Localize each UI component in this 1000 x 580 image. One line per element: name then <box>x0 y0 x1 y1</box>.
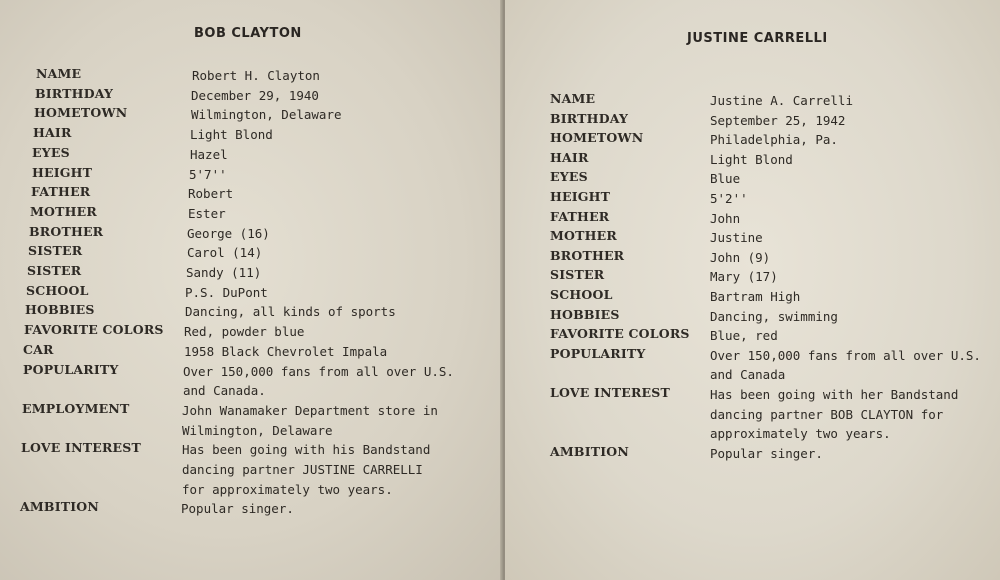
fact-value: Justine A. Carrelli <box>710 93 853 108</box>
fact-label: SCHOOL <box>26 282 89 298</box>
fact-label: NAME <box>550 91 596 106</box>
fact-label: CAR <box>23 341 54 357</box>
fact-value: December 29, 1940 <box>191 87 319 103</box>
fact-label: MOTHER <box>30 203 97 219</box>
fact-label: SISTER <box>550 267 605 283</box>
fact-value: Has been going with her Bandstand <box>710 387 959 402</box>
fact-value: 5'2'' <box>710 191 748 206</box>
fact-label: BROTHER <box>550 247 625 263</box>
fact-value: Philadelphia, Pa. <box>710 132 838 148</box>
fact-value: Blue, red <box>710 328 778 344</box>
fact-value: 1958 Black Chevrolet Impala <box>184 343 388 359</box>
fact-value: George (16) <box>187 225 270 241</box>
fact-label: POPULARITY <box>23 361 119 377</box>
fact-value: and Canada <box>710 367 786 383</box>
fact-label: LOVE INTEREST <box>550 385 670 400</box>
fact-value: Robert <box>188 186 234 202</box>
fact-label: HOBBIES <box>550 306 620 322</box>
fact-value: Sandy (11) <box>186 265 262 280</box>
fact-label: HAIR <box>550 149 589 165</box>
fact-value: John Wanamaker Department store in <box>182 402 438 418</box>
fact-value: for approximately two years. <box>182 481 393 497</box>
fact-value: Has been going with his Bandstand <box>182 442 431 458</box>
fact-value: and Canada. <box>183 383 266 399</box>
fact-label: HOMETOWN <box>550 130 644 146</box>
fact-label: HEIGHT <box>550 189 611 204</box>
fact-value: Mary (17) <box>710 269 778 285</box>
fact-label: AMBITION <box>20 499 100 515</box>
fact-label: EYES <box>550 169 588 185</box>
fact-label: SCHOOL <box>550 287 613 302</box>
fact-value: Light Blond <box>190 127 273 143</box>
fact-label: SISTER <box>27 263 82 278</box>
fact-label: FATHER <box>31 184 91 200</box>
fact-value: Ester <box>188 205 226 221</box>
fact-value: 5'7'' <box>189 166 227 182</box>
fact-label: SISTER <box>28 243 83 259</box>
fact-label: EMPLOYMENT <box>22 400 130 416</box>
fact-value: September 25, 1942 <box>710 112 846 128</box>
fact-value: Wilmington, Delaware <box>182 422 333 438</box>
right-page <box>505 0 1000 580</box>
fact-value: Bartram High <box>710 289 801 304</box>
fact-label: HAIR <box>33 125 72 141</box>
fact-value: Over 150,000 fans from all over U.S. <box>183 363 454 379</box>
fact-value: Blue <box>710 171 741 187</box>
fact-label: LOVE INTEREST <box>21 440 141 456</box>
fact-value: Wilmington, Delaware <box>191 107 342 123</box>
fact-value: Popular singer. <box>710 445 823 461</box>
fact-value: Dancing, swimming <box>710 308 838 324</box>
fact-label: EYES <box>32 144 70 160</box>
fact-value: Carol (14) <box>187 245 263 261</box>
fact-value: dancing partner BOB CLAYTON for <box>710 406 944 422</box>
fact-value: approximately two years. <box>710 426 891 442</box>
fact-label: AMBITION <box>550 443 630 459</box>
fact-label: FAVORITE COLORS <box>24 322 164 338</box>
fact-label: FAVORITE COLORS <box>550 326 690 342</box>
right-page-title: JUSTINE CARRELLI <box>687 31 828 46</box>
fact-value: Light Blond <box>710 151 793 167</box>
fact-value: dancing partner JUSTINE CARRELLI <box>182 462 423 477</box>
fact-value: Hazel <box>190 146 228 162</box>
fact-label: BIRTHDAY <box>550 110 629 126</box>
fact-label: FATHER <box>550 208 610 224</box>
fact-label: BROTHER <box>29 223 104 239</box>
fact-label: POPULARITY <box>550 345 646 361</box>
fact-value: Over 150,000 fans from all over U.S. <box>710 347 981 363</box>
fact-value: Robert H. Clayton <box>192 68 320 83</box>
fact-value: Popular singer. <box>181 501 294 517</box>
fact-value: John (9) <box>710 249 771 265</box>
fact-value: John <box>710 210 741 226</box>
left-page-title: BOB CLAYTON <box>194 26 302 41</box>
fact-value: Justine <box>710 230 763 246</box>
fact-label: HEIGHT <box>32 164 93 180</box>
fact-value: Red, powder blue <box>184 324 305 340</box>
fact-value: P.S. DuPont <box>185 284 268 300</box>
fact-value: Dancing, all kinds of sports <box>185 304 396 320</box>
fact-label: NAME <box>36 66 82 81</box>
fact-label: MOTHER <box>550 228 617 244</box>
fact-label: HOBBIES <box>25 302 95 318</box>
fact-label: BIRTHDAY <box>35 85 114 101</box>
fact-label: HOMETOWN <box>34 105 128 121</box>
